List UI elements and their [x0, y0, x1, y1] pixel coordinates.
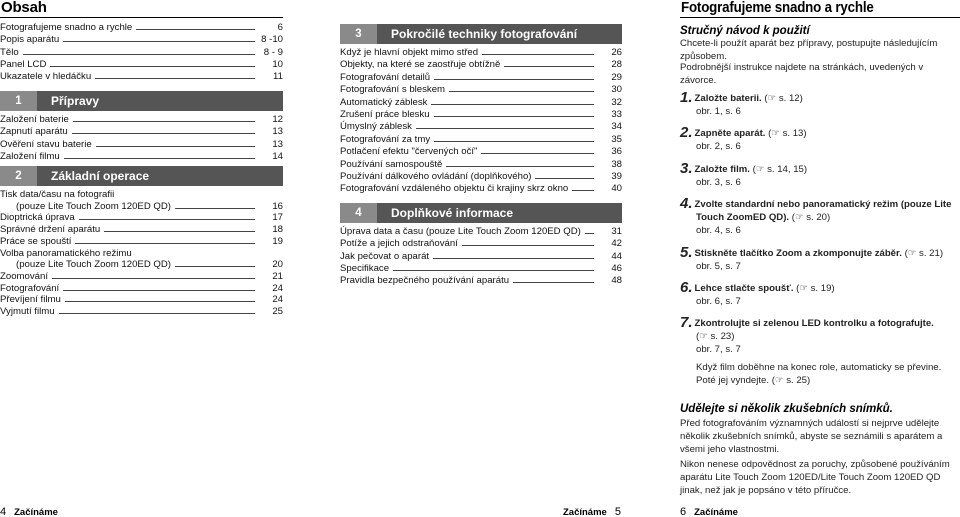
toc-leader-line [434, 72, 594, 80]
page-number: 5 [614, 506, 621, 517]
step-figure-ref: obr. 4, s. 6 [696, 225, 741, 236]
toc-entry-title: Panel LCD [0, 58, 47, 70]
toc-entry [340, 275, 622, 287]
toc-entry-title: Tělo [0, 46, 19, 58]
toc-entry [0, 236, 283, 248]
footer-page-4 [0, 506, 58, 517]
section-label: Pokročilé techniky fotografování [377, 24, 622, 44]
toc-entry-title: Fotografujeme snadno a rychle [0, 22, 133, 33]
step-page-ref: (☞ s. 21) [901, 248, 944, 259]
toc-leader-line [96, 139, 255, 147]
toc-entry-title: Fotografování za tmy [340, 133, 431, 145]
toc-entry [0, 224, 283, 236]
toc-entry-page: 24 [272, 282, 283, 294]
step-page-ref: (☞ s. 20) [789, 212, 831, 223]
toc-entry-title: Zrušení práce blesku [340, 109, 430, 120]
toc-leader-line [434, 109, 594, 117]
toc-entry-page: 12 [272, 114, 283, 125]
toc-entry-title: Úprava data a času (pouze Lite Touch Zoom 120ED QD) [340, 226, 581, 237]
toc-entry-page: 6 [277, 22, 283, 33]
step-figure-ref: obr. 5, s. 7 [696, 261, 741, 272]
toc-entry-page: 13 [272, 138, 283, 150]
toc-entry-page: 33 [611, 109, 622, 120]
toc-entry-page: 28 [611, 59, 622, 71]
toc-leader-line [572, 183, 594, 191]
section-number: 4 [355, 206, 362, 219]
rewind-note: Když film doběhne na konec role, automaticky se převine. Poté jej vyndejte. (☞ s. 25) [696, 362, 942, 386]
section-number: 3 [355, 27, 362, 40]
toc-leader-line [513, 275, 594, 283]
toc-entry-page: 16 [272, 200, 283, 212]
toc-entry [340, 159, 622, 171]
toc-leader-line [136, 22, 255, 30]
step-figure-ref: obr. 7, s. 7 [696, 344, 741, 355]
toc-entry [0, 151, 283, 163]
toc-entry-title: Převíjení filmu [0, 294, 61, 306]
toc-entry [0, 139, 283, 151]
toc-leader-line [446, 159, 594, 167]
toc-entry [0, 294, 283, 306]
toc-entry [0, 306, 283, 318]
toc-entry-title: Jak pečovat o aparát [340, 250, 430, 262]
toc-entry-title: Volba panoramatického režimu [0, 247, 132, 259]
step-item [680, 125, 960, 153]
step-number: 3. [680, 160, 693, 177]
step-figure-ref: obr. 2, s. 6 [696, 141, 741, 152]
toc-leader-line [65, 294, 255, 302]
toc-entry-title: Založení filmu [0, 150, 60, 162]
step-page-ref: (☞ s. 19) [793, 283, 835, 294]
toc-entry-page: 31 [611, 226, 622, 237]
toc-leader-line [79, 212, 255, 220]
test-shots-paragraph: Před fotografováním významných událostí si nejprve udělejte několik zkušebních snímků, abyste se seznámili s aparátem a všemi jeho vlastnostmi. [680, 418, 943, 455]
toc-entry [0, 71, 283, 83]
disclaimer-paragraph: Nikon nenese odpovědnost za poruchy, způsobené používáním aparátu Lite Touch Zoom 120ED/Lite Touch Zoom 120ED QD jinak, než jak je popsáno v této příručce. [680, 459, 950, 496]
toc-entry-page: 46 [611, 262, 622, 274]
toc-leader-line [104, 224, 255, 232]
section-number: 1 [15, 94, 22, 107]
toc-entry [340, 72, 622, 84]
toc-entry-page: 19 [272, 235, 283, 247]
toc-entry [340, 134, 622, 146]
section-label: Doplňkové informace [377, 203, 622, 223]
toc-entry-page: 18 [272, 224, 283, 236]
step-page-ref: (☞ s. 13) [765, 128, 807, 139]
toc-leader-line [449, 84, 594, 92]
toc-entry-title: Specifikace [340, 262, 390, 274]
step-figure-ref: obr. 1, s. 6 [696, 106, 741, 117]
step-item [680, 245, 960, 273]
toc-leader-line [416, 121, 594, 129]
step-instruction: Založte film. [694, 164, 750, 175]
toc-entry-title: Fotografování s bleskem [340, 84, 446, 96]
toc-entry [0, 283, 283, 295]
toc-entry-page: 13 [272, 126, 283, 138]
toc-entry-page: 24 [272, 294, 283, 306]
toc-entry-title: Správné držení aparátu [0, 224, 101, 236]
toc-entry [340, 97, 622, 109]
toc-entry [340, 146, 622, 158]
toc-entry [0, 47, 283, 59]
toc-entry-title: Založení baterie [0, 114, 69, 125]
quick-guide-title: Stručný návod k použití [680, 25, 810, 37]
toc-entry-title: Vyjmutí filmu [0, 306, 55, 317]
footer-label: Začínáme [563, 507, 607, 517]
toc-leader-line [462, 238, 594, 246]
toc-entry-page: 21 [272, 270, 283, 282]
toc-entry-title: Dioptrická úprava [0, 212, 75, 224]
test-shots-title: Udělejte si několik zkušebních snímků. [680, 403, 893, 415]
toc-entry-title: Úmyslný záblesk [340, 121, 412, 133]
toc-entry-page: 8 - 9 [263, 46, 283, 58]
toc-entry-title: Popis aparátu [0, 34, 60, 46]
toc-entry-title: Fotografování detailů [340, 71, 431, 83]
section-bar-4 [340, 203, 622, 223]
toc-entry [340, 59, 622, 71]
step-instruction: Založte baterii. [694, 93, 762, 104]
toc-entry [0, 259, 283, 271]
toc-entry [0, 201, 283, 213]
toc-entry [0, 126, 283, 138]
section-bar-1 [0, 91, 283, 111]
quick-start-heading-text: Fotografujeme snadno a rychle [681, 0, 874, 16]
toc-entry-page: 17 [272, 212, 283, 224]
step-number: 7. [680, 314, 693, 331]
toc-leader-line [64, 151, 255, 159]
step-instruction: Zapněte aparát. [694, 128, 766, 139]
toc-entry-page: 40 [611, 183, 622, 195]
toc-entry [0, 34, 283, 46]
toc-leader-line [175, 201, 255, 209]
toc-entry [340, 238, 622, 250]
toc-leader-line [72, 126, 255, 134]
toc-entry [0, 189, 283, 201]
step-item [680, 280, 960, 308]
step-page-ref: (☞ s. 14, 15) [749, 164, 808, 175]
step-page-ref: (☞ s. 12) [761, 93, 803, 104]
toc-entry-title: Používání dálkového ovládání (doplňkového) [340, 171, 532, 182]
toc-leader-line [75, 236, 255, 244]
footer-label: Začínáme [14, 507, 58, 517]
quick-guide-intro: Chcete-li použít aparát bez přípravy, postupujte následujícím způsobem. [680, 38, 938, 62]
toc-entry-title: Fotografování vzdáleného objektu či krajiny skrz okno [340, 183, 569, 195]
toc-entry [0, 271, 283, 283]
toc-entry-page: 32 [611, 96, 622, 108]
toc-entry-page: 26 [611, 47, 622, 58]
toc-entry-page: 42 [611, 238, 622, 250]
section-bar-3 [340, 24, 622, 44]
step-page-ref: (☞ s. 23) [696, 331, 735, 342]
page-number: 6 [680, 506, 687, 517]
toc-leader-line [431, 97, 594, 105]
toc-entry [340, 183, 622, 195]
toc-leader-line [50, 59, 255, 67]
toc-entry-title: (pouze Lite Touch Zoom 120ED QD) [16, 200, 171, 212]
toc-entry-page: 29 [611, 71, 622, 83]
toc-entry-page: 8 -10 [261, 34, 283, 46]
toc-entry-page: 10 [272, 58, 283, 70]
step-number: 4. [680, 195, 693, 212]
toc-leader-line [23, 47, 255, 55]
toc-entry-title: Ověření stavu baterie [0, 138, 92, 150]
section-number: 2 [15, 169, 22, 182]
toc-entry-title: Automatický záblesk [340, 96, 428, 108]
toc-leader-line [535, 171, 594, 179]
toc-heading [0, 0, 283, 18]
footer-label: Začínáme [694, 507, 738, 517]
toc-entry [0, 22, 283, 34]
section-bar-2 [0, 166, 283, 186]
toc-entry-page: 14 [272, 150, 283, 162]
section-label: Základní operace [37, 166, 283, 186]
toc-entry-title: (pouze Lite Touch Zoom 120ED QD) [16, 259, 171, 271]
toc-leader-line [73, 114, 255, 122]
quick-guide-note: Podrobnější instrukce najdete na stránkách, uvedených v závorce. [680, 62, 924, 86]
toc-leader-line [63, 34, 255, 42]
quick-start-heading [680, 0, 960, 18]
page-number: 4 [0, 506, 7, 517]
step-instruction: Lehce stlačte spoušť. [694, 283, 794, 294]
toc-entry-page: 36 [611, 146, 622, 158]
toc-leader-line [95, 71, 255, 79]
toc-leader-line [481, 146, 594, 154]
toc-entry [340, 171, 622, 183]
toc-entry [340, 226, 622, 238]
step-number: 2. [680, 124, 693, 141]
step-instruction: Zvolte standardní nebo panoramatický režim (pouze Lite [694, 199, 952, 210]
toc-entry-page: 39 [611, 171, 622, 182]
toc-entry-page: 34 [611, 121, 622, 133]
toc-entry [340, 263, 622, 275]
toc-entry-title: Zoomování [0, 270, 48, 282]
toc-entry-title: Tisk data/času na fotografii [0, 189, 115, 200]
toc-entry-title: Potlačení efektu "červených očí" [340, 146, 478, 158]
step-item [680, 161, 960, 189]
toc-entry [340, 121, 622, 133]
toc-entry-page: 30 [611, 84, 622, 96]
step-figure-ref: obr. 6, s. 7 [696, 296, 741, 307]
toc-leader-line [175, 259, 255, 267]
toc-leader-line [393, 263, 594, 271]
toc-entry [340, 109, 622, 121]
toc-entry [340, 47, 622, 59]
step-number: 6. [680, 279, 693, 296]
toc-leader-line [433, 251, 594, 259]
toc-entry-page: 48 [611, 275, 622, 287]
toc-leader-line [504, 59, 594, 67]
footer-page-5 [563, 506, 621, 517]
toc-leader-line [585, 226, 594, 234]
toc-leader-line [482, 47, 594, 55]
toc-entry-page: 38 [611, 158, 622, 170]
step-item [680, 90, 960, 118]
step-number: 5. [680, 244, 693, 261]
toc-heading-text: Obsah [1, 0, 47, 16]
step-figure-ref: obr. 3, s. 6 [696, 177, 741, 188]
section-label: Přípravy [37, 91, 283, 111]
footer-page-6 [680, 506, 738, 517]
step-number: 1. [680, 89, 693, 106]
toc-leader-line [52, 271, 255, 279]
toc-entry-title: Objekty, na které se zaostřuje obtížně [340, 59, 501, 71]
toc-entry-page: 20 [272, 259, 283, 271]
step-item [680, 196, 960, 237]
toc-entry-title: Používání samospouště [340, 158, 443, 170]
toc-entry-title: Fotografování [0, 282, 60, 294]
toc-entry-page: 44 [611, 250, 622, 262]
toc-leader-line [63, 283, 255, 291]
toc-entry-page: 25 [272, 306, 283, 317]
toc-entry [0, 212, 283, 224]
toc-entry-title: Ukazatele v hledáčku [0, 71, 92, 83]
step-instruction: Zkontrolujte si zelenou LED kontrolku a fotografujte. [694, 318, 934, 329]
toc-entry [340, 251, 622, 263]
toc-entry-title: Zapnutí aparátu [0, 126, 68, 138]
toc-entry [340, 84, 622, 96]
toc-entry-page: 11 [273, 71, 283, 83]
toc-entry [0, 248, 283, 260]
step-instruction: Stiskněte tlačítko Zoom a zkomponujte záběr. [694, 248, 902, 259]
toc-entry-title: Potíže a jejich odstraňování [340, 238, 458, 250]
step-item [680, 315, 960, 356]
toc-entry-page: 35 [611, 133, 622, 145]
toc-entry-title: Když je hlavní objekt mimo střed [340, 47, 479, 58]
toc-entry-title: Práce se spouští [0, 235, 72, 247]
toc-leader-line [59, 306, 255, 314]
toc-leader-line [434, 134, 594, 142]
toc-entry [0, 59, 283, 71]
step-instruction-cont: Touch ZoomED QD). [696, 212, 790, 223]
toc-entry [0, 114, 283, 126]
toc-entry-title: Pravidla bezpečného používání aparátu [340, 275, 510, 287]
